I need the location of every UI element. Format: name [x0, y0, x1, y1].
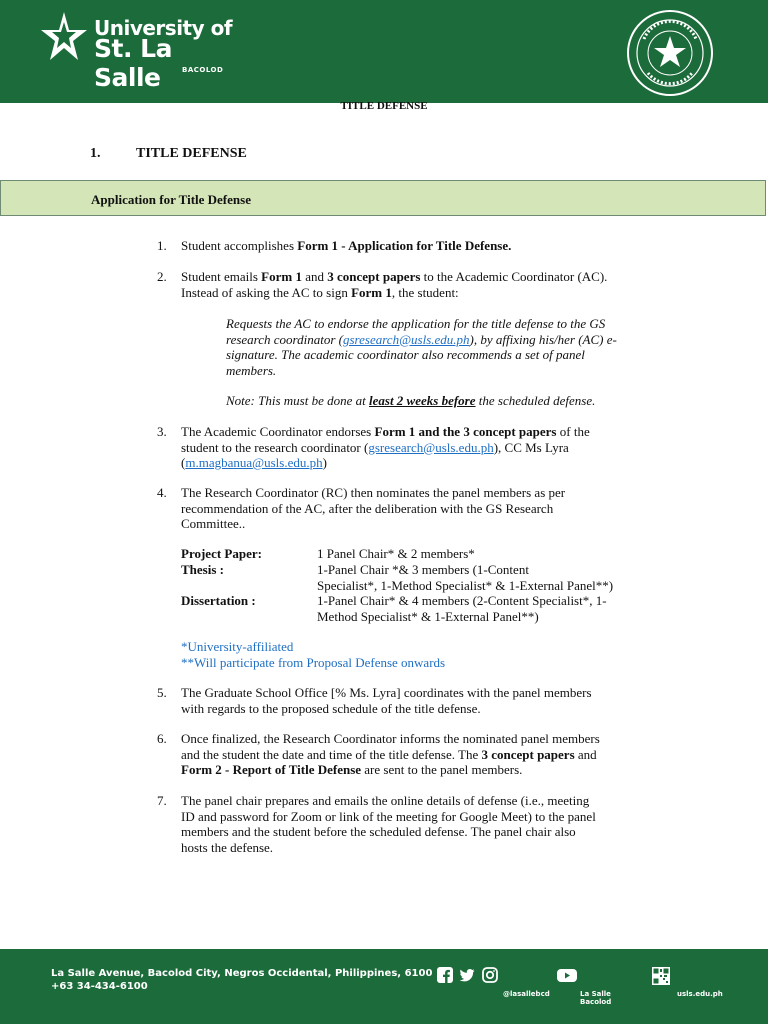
step-number: 6.	[157, 731, 167, 746]
text-run: with regards to the proposed schedule of the title defense.	[181, 700, 481, 716]
text-run: The Academic Coordinator endorses	[181, 424, 375, 439]
text-run: ), CC Ms Lyra	[493, 439, 569, 455]
project-paper-value: 1 Panel Chair* & 2 members*	[317, 546, 475, 561]
step-number: 3.	[157, 424, 167, 439]
dissertation-label: Dissertation :	[181, 593, 256, 608]
magbanua-email-link[interactable]: m.magbanua@usls.edu.ph	[185, 455, 323, 470]
youtube-icon[interactable]	[557, 967, 577, 983]
text-run: , the student:	[391, 284, 459, 300]
step-1-text	[181, 238, 721, 254]
text-run: members.	[226, 362, 277, 378]
text-bold: least 2 weeks before	[369, 393, 476, 408]
footnote-university-affiliated: *University-affiliated	[181, 639, 294, 654]
text-run: recommendation of the AC, after the deliberation with the GS Research	[181, 500, 554, 516]
text-run: The panel chair prepares and emails the online details of defense (i.e., meeting	[181, 793, 590, 808]
text-run: research coordinator (	[226, 331, 343, 347]
text-run: to the Academic Coordinator (AC).	[420, 269, 608, 284]
text-run: Requests the AC to endorse the application for the title defense to the GS	[226, 316, 606, 331]
text-run: The Graduate School Office [% Ms. Lyra] coordinates with the panel members	[181, 685, 592, 700]
band-title: Application for Title Defense	[91, 192, 251, 207]
step-number: 2.	[157, 269, 167, 284]
text-run: Once finalized, the Research Coordinator informs the nominated panel members	[181, 731, 600, 746]
text-run: 1-Panel Chair* & 4 members (2-Content Specialist*, 1-	[317, 593, 607, 608]
university-logo	[38, 10, 238, 92]
text-run: Student accomplishes	[181, 238, 298, 253]
text-run: student to the research coordinator (	[181, 439, 369, 455]
youtube-channel[interactable]: La Salle Bacolod	[580, 990, 612, 1006]
logo-line3: BACOLOD	[182, 66, 224, 74]
section-band	[0, 180, 766, 216]
step-5-text	[181, 685, 721, 716]
dissertation-value	[317, 593, 677, 624]
document-title: TITLE DEFENSE	[340, 100, 428, 112]
step-number: 4.	[157, 485, 167, 500]
text-bold: 3 concept papers	[481, 746, 575, 762]
step-2-note	[226, 393, 706, 409]
text-run: and	[574, 746, 597, 762]
text-run: ID and password for Zoom or link of the meeting for Google Meet) to the panel	[181, 808, 596, 824]
step-7-text	[181, 793, 721, 855]
text-run: 1-Panel Chair *& 3 members (1-Content	[317, 562, 529, 577]
twitter-icon[interactable]	[459, 967, 475, 983]
website-link[interactable]: usls.edu.ph	[677, 990, 723, 998]
text-bold: Form 1	[351, 284, 392, 300]
logo-line2: St. La Salle	[94, 34, 172, 92]
page-header	[0, 0, 768, 103]
text-run: and the student the date and time of the title defense. The	[181, 746, 482, 762]
step-2-instruction	[226, 316, 706, 378]
gsresearch-email-link[interactable]: gsresearch@usls.edu.ph	[342, 331, 470, 347]
text-run: Specialist*, 1-Method Specialist* & 1-External Panel**)	[317, 577, 614, 593]
section-number: 1.	[90, 146, 101, 161]
footnote-proposal-defense: **Will participate from Proposal Defense onwards	[181, 654, 446, 670]
gsresearch-email-link[interactable]: gsresearch@usls.edu.ph	[368, 439, 494, 455]
logo-line1: University of	[94, 16, 233, 40]
instagram-icon[interactable]	[482, 967, 498, 983]
step-4-text	[181, 485, 721, 532]
text-run: (	[181, 455, 186, 470]
project-paper-label: Project Paper:	[181, 546, 262, 561]
text-run: members and the student before the scheduled defense. The panel chair also	[181, 824, 576, 839]
text-run: Student emails	[181, 269, 262, 284]
footer-phone: +63 34-434-6100	[51, 981, 148, 992]
step-number: 5.	[157, 685, 167, 700]
step-2-text	[181, 269, 721, 300]
text-bold: 3 concept papers	[327, 269, 421, 284]
text-bold: Form 1 and the 3 concept papers	[374, 424, 557, 439]
text-bold: Form 2 - Report of Title Defense	[181, 762, 362, 777]
text-run: and	[301, 269, 328, 284]
step-number: 7.	[157, 793, 167, 808]
text-run: signature. The academic coordinator also recommends a set of panel	[226, 347, 585, 362]
text-run: ), by affixing his/her (AC) e-	[469, 331, 617, 347]
star-icon	[38, 10, 88, 70]
form-1-name: Form 1 - Application for Title Defense.	[297, 238, 512, 253]
thesis-label: Thesis :	[181, 562, 224, 577]
section-title: TITLE DEFENSE	[136, 146, 247, 161]
text-bold: Form 1	[261, 269, 302, 284]
social-handle[interactable]: @lasallebcd	[503, 990, 550, 998]
page-footer	[0, 949, 768, 1024]
text-run: Committee..	[181, 516, 246, 531]
step-number: 1.	[157, 238, 167, 253]
text-run: are sent to the panel members.	[361, 762, 523, 777]
panel-footnotes	[181, 639, 721, 670]
university-seal-icon	[626, 9, 714, 97]
text-run: of the	[556, 424, 590, 439]
step-3-text	[181, 424, 721, 471]
step-6-text	[181, 731, 721, 778]
text-run: )	[322, 455, 327, 470]
facebook-icon[interactable]	[437, 967, 453, 983]
thesis-value	[317, 562, 677, 593]
text-run: hosts the defense.	[181, 839, 274, 855]
text-run: the scheduled defense.	[475, 393, 596, 408]
qr-code-icon	[652, 967, 670, 985]
text-run: Note: This must be done at	[226, 393, 369, 408]
footer-address: La Salle Avenue, Bacolod City, Negros Occidental, Philippines, 6100	[51, 968, 433, 979]
text-run: The Research Coordinator (RC) then nominates the panel members as per	[181, 485, 566, 500]
text-run: Method Specialist* & 1-External Panel**)	[317, 608, 539, 624]
text-run: Instead of asking the AC to sign	[181, 284, 352, 300]
